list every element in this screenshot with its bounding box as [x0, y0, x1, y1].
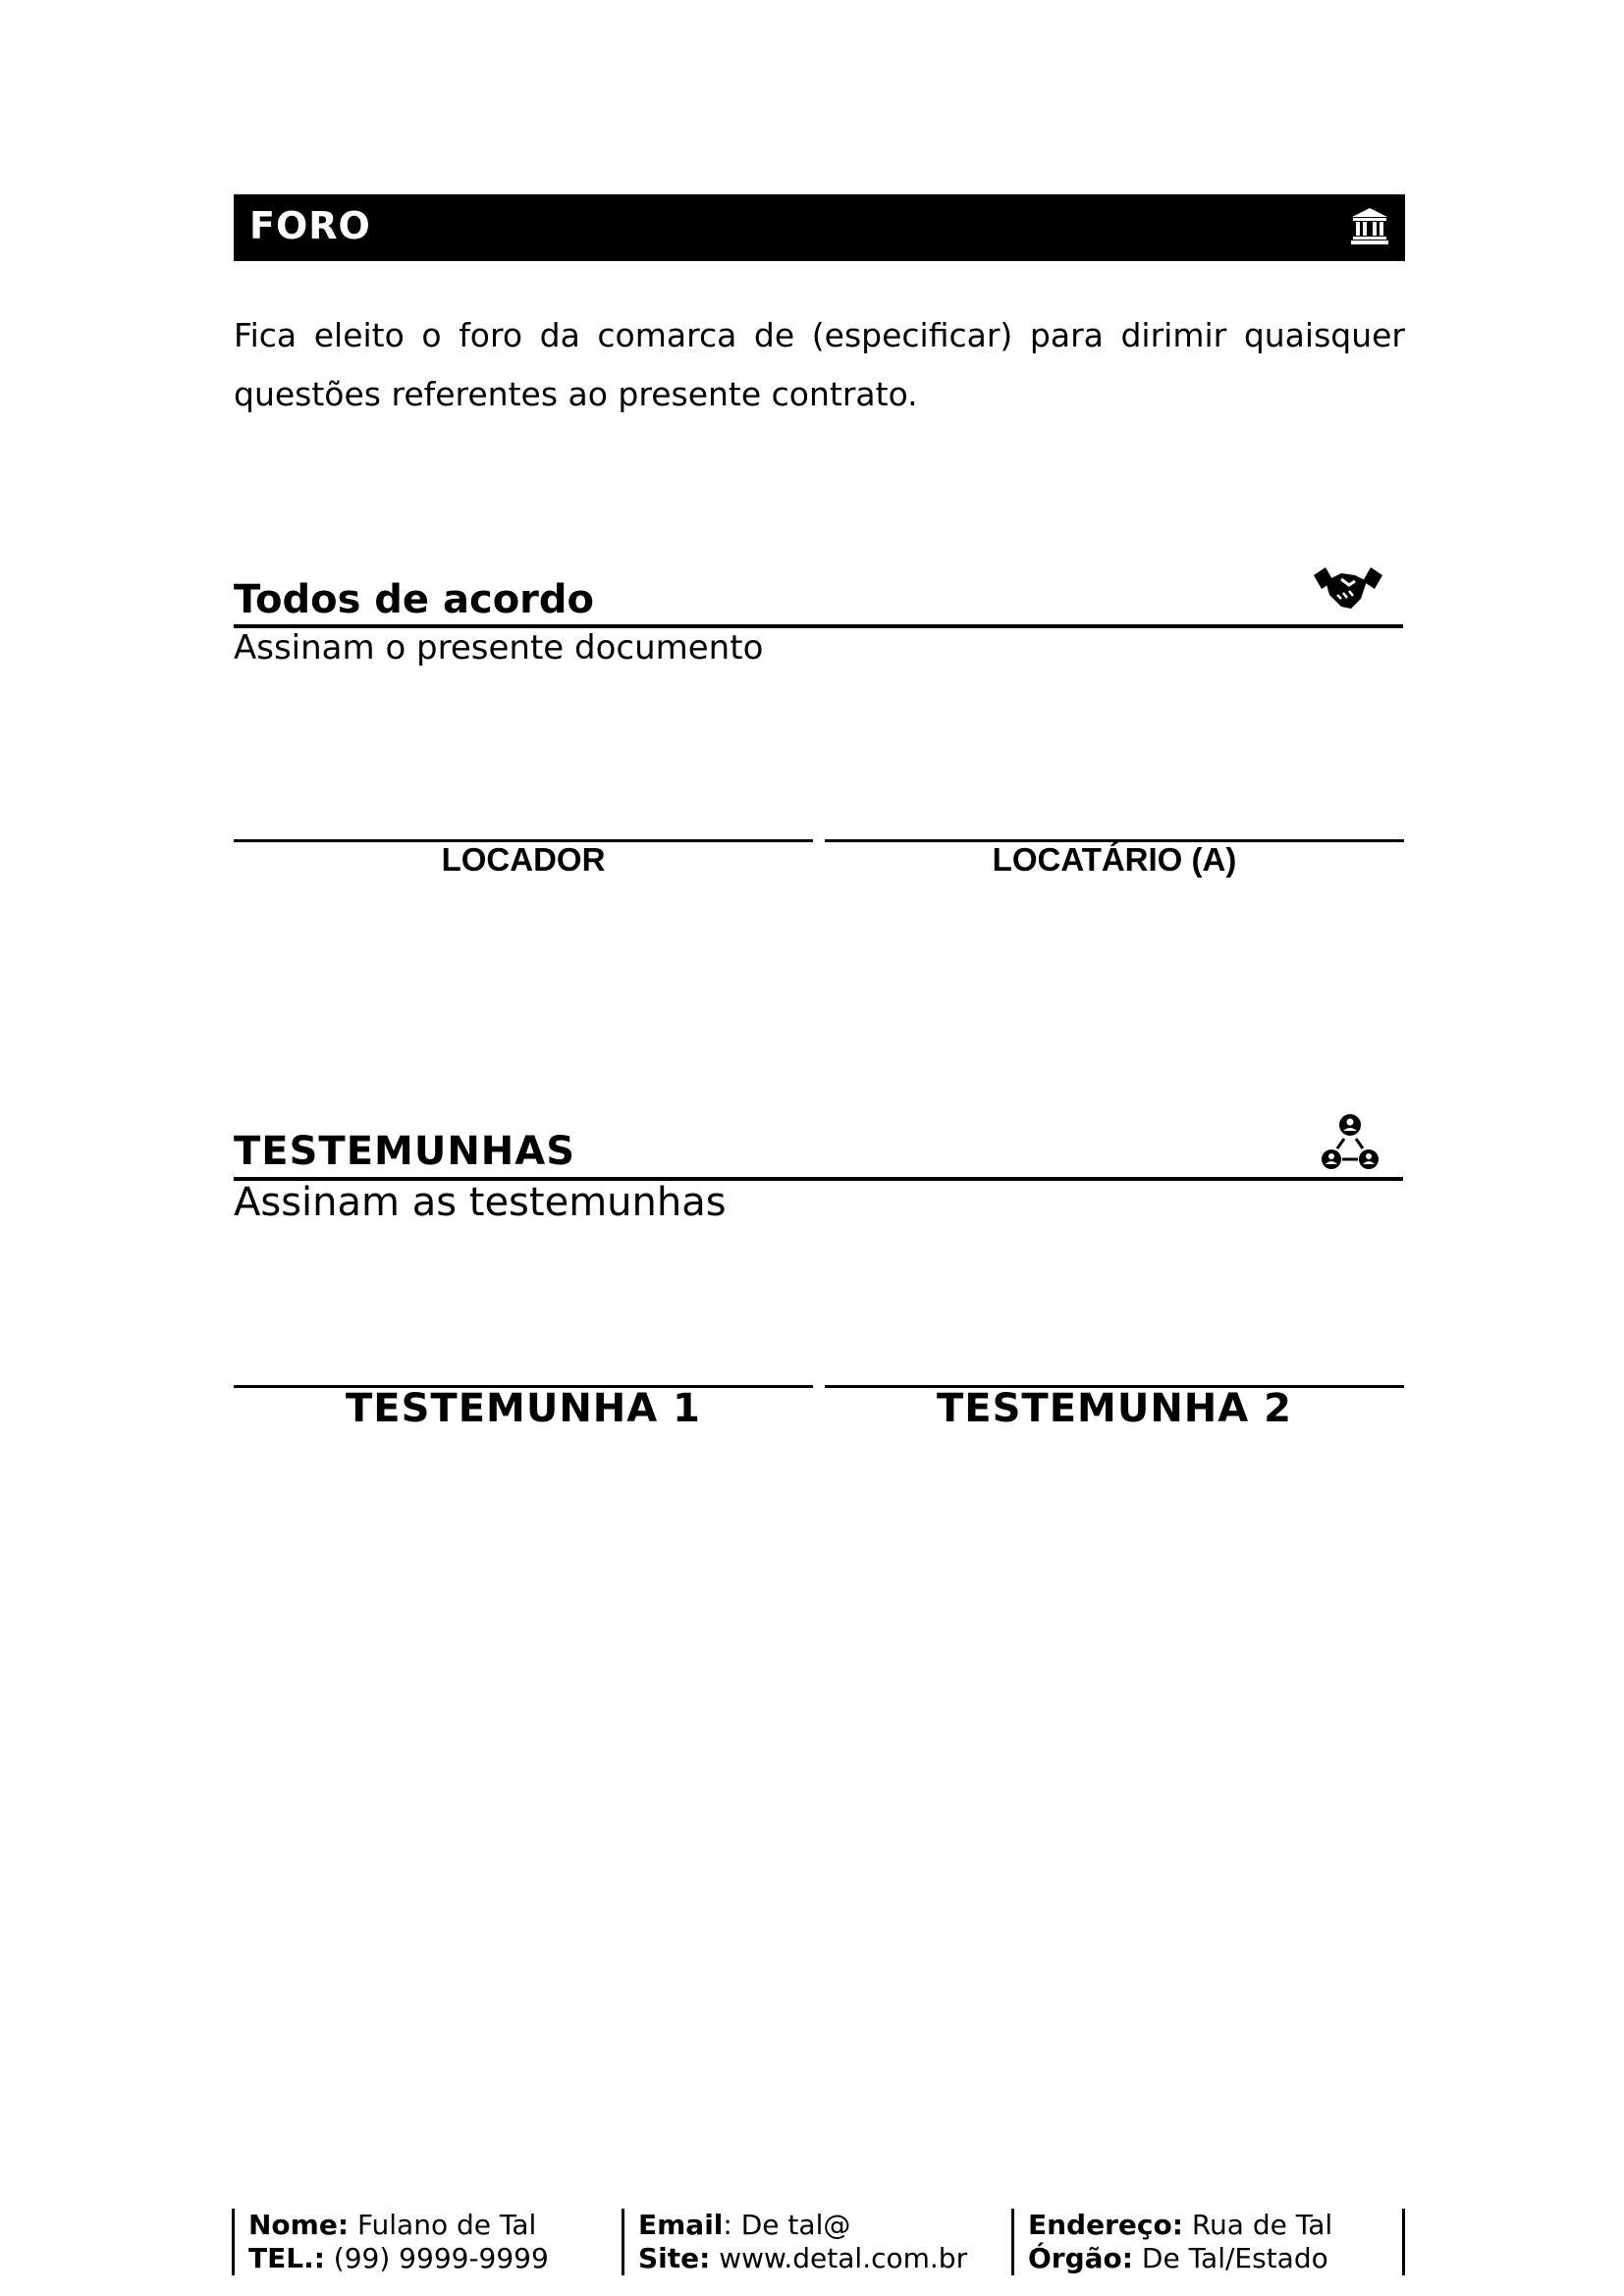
- witnesses-subtitle: Assinam as testemunhas: [234, 1180, 727, 1225]
- footer-email-label: Email: [638, 2209, 724, 2241]
- agreement-title: Todos de acordo: [234, 577, 595, 622]
- footer-name-value: Fulano de Tal: [349, 2209, 537, 2241]
- foro-paragraph: Fica eleito o foro da comarca de (especificar) para dirimir quaisquer questões referentes ao presente contrato.: [234, 316, 1405, 413]
- handshake-icon: [1312, 565, 1384, 614]
- bank-icon: [1350, 206, 1389, 245]
- agreement-subtitle: Assinam o presente documento: [234, 628, 764, 667]
- footer-site-value: www.detal.com.br: [710, 2242, 968, 2274]
- footer-orgao-label: Órgão:: [1028, 2242, 1133, 2274]
- footer-email-value: : De tal@: [723, 2209, 851, 2241]
- footer-address-label: Endereço:: [1028, 2209, 1183, 2241]
- signature-label-witness-1: TESTEMUNHA 1: [346, 1386, 701, 1431]
- footer-name-label: Nome:: [248, 2209, 350, 2241]
- footer-divider: [1402, 2209, 1405, 2275]
- footer-address-value: Rua de Tal: [1182, 2209, 1333, 2241]
- foro-header: [234, 194, 1405, 261]
- witnesses-icon: [1320, 1113, 1380, 1174]
- witnesses-title: TESTEMUNHAS: [234, 1129, 576, 1174]
- footer-tel-label: TEL.:: [248, 2242, 325, 2274]
- signature-label-witness-2: TESTEMUNHA 2: [937, 1386, 1292, 1431]
- footer-address: [1011, 2209, 1332, 2275]
- footer-tel-value: (99) 9999-9999: [324, 2242, 549, 2274]
- signature-label-locatario: LOCATÁRIO (A): [992, 841, 1237, 878]
- foro-title: FORO: [249, 204, 371, 247]
- footer-site-label: Site:: [638, 2242, 711, 2274]
- footer-orgao-value: De Tal/Estado: [1132, 2242, 1328, 2274]
- footer-contact: [232, 2209, 549, 2275]
- signature-label-locador: LOCADOR: [441, 841, 606, 878]
- footer-online: [622, 2209, 967, 2275]
